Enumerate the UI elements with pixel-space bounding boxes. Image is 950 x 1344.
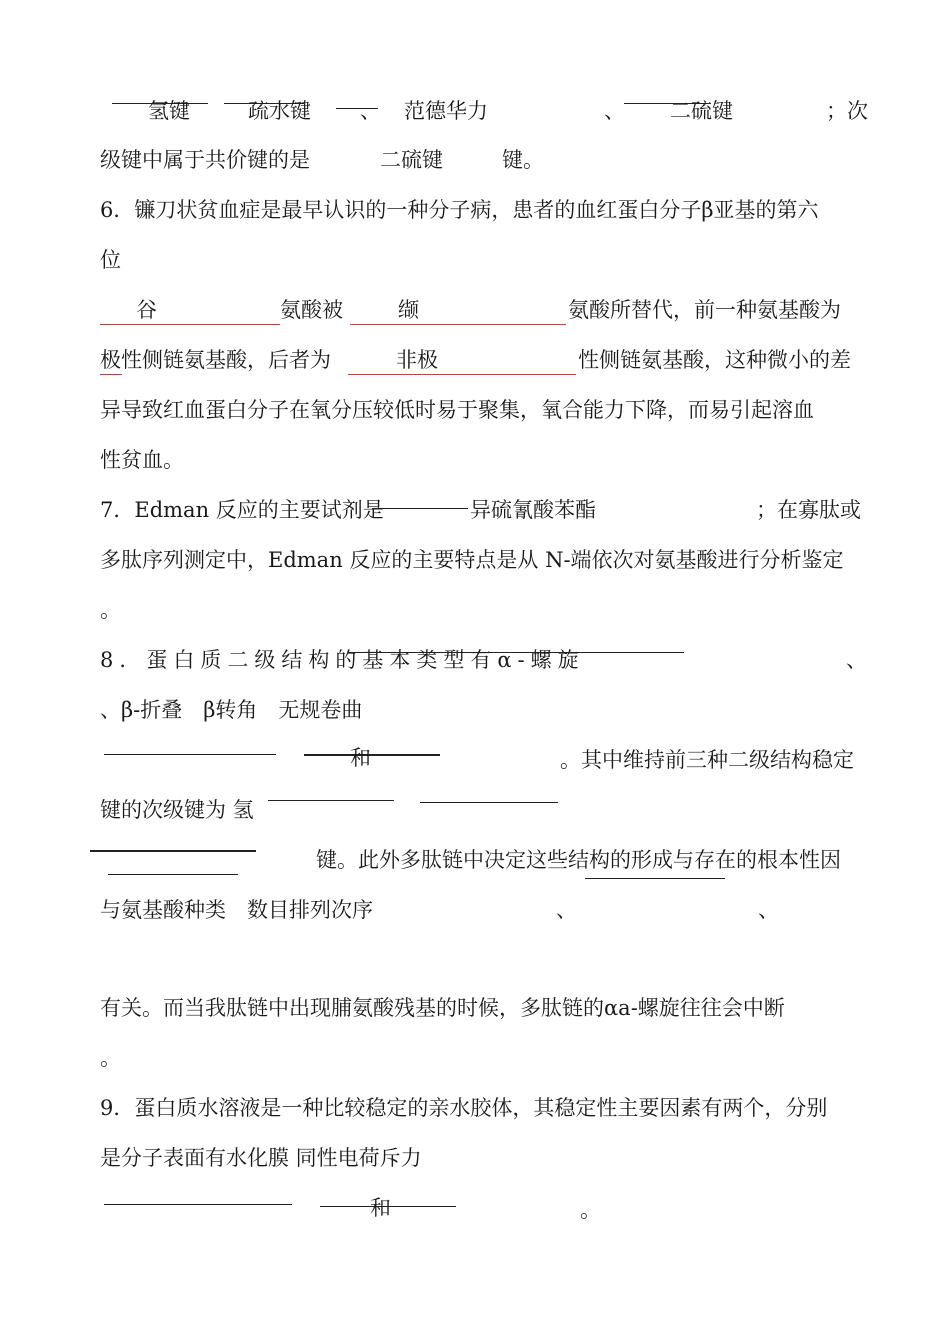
text: 和: [370, 1196, 391, 1220]
text: 。: [100, 598, 121, 622]
question-6: 6．镰刀状贫血症是最早认识的一种分子病，患者的血红蛋白分子β亚基的第六: [100, 198, 819, 222]
blank-line: [100, 324, 280, 325]
text: 位: [100, 248, 121, 272]
text: ；次: [826, 99, 868, 123]
blank-line: [372, 508, 468, 509]
text: 多肽序列测定中，Edman 反应的主要特点是从 N-端依次对氨基酸进行分析鉴定: [100, 548, 844, 572]
blank-line: [348, 374, 576, 375]
answer-text: 疏水键: [248, 99, 311, 123]
text: 和: [350, 746, 371, 770]
question-7: 7．Edman 反应的主要试剂是: [100, 498, 384, 522]
answer-text: 谷: [136, 298, 157, 322]
answer-text: 缬: [398, 298, 419, 322]
blank-line: [108, 874, 238, 875]
text: 键。此外多肽链中决定这些结构的形成与存在的根本性因: [316, 848, 841, 872]
separator: 、: [360, 99, 381, 123]
answer-text: 氢键: [148, 99, 190, 123]
text: 性贫血。: [100, 448, 184, 472]
text: 与氨基酸种类 数目排列次序: [100, 898, 373, 922]
blank-line: [585, 878, 725, 879]
blank-line: [104, 754, 276, 755]
text: 级键中属于共价键的是: [100, 148, 310, 172]
answer-text: 二硫键: [380, 148, 443, 172]
text: 。: [580, 1198, 601, 1222]
text: 氨酸所替代，前一种氨基酸为: [568, 298, 841, 322]
answer-text: 二硫键: [670, 99, 733, 123]
text: 有关。而当我肽链中出现脯氨酸残基的时候，多肽链的αa-螺旋往往会中断: [100, 996, 785, 1020]
text: 是分子表面有水化膜 同性电荷斥力: [100, 1146, 422, 1170]
blank-line: [350, 324, 566, 325]
blank-line: [104, 1204, 292, 1205]
text: 极性侧链氨基酸，后者为: [100, 348, 331, 372]
question-9: 9．蛋白质水溶液是一种比较稳定的亲水胶体，其稳定性主要因素有两个，分别: [100, 1096, 828, 1120]
text: 异导致红血蛋白分子在氧分压较低时易于聚集，氧合能力下降，而易引起溶血: [100, 398, 814, 422]
text: 键的次级键为 氢: [100, 798, 254, 822]
blank-line: [90, 850, 256, 852]
separator: 、: [846, 648, 867, 672]
text: 。其中维持前三种二级结构稳定: [560, 748, 854, 772]
blank-line: [268, 800, 394, 801]
blank-line: [304, 754, 440, 756]
text: ；在寡肽或: [756, 498, 861, 522]
text: 、β-折叠 β转角 无规卷曲: [100, 698, 363, 722]
blank-line: [100, 374, 122, 375]
answer-text: 范德华力: [404, 99, 488, 123]
text: 键。: [502, 148, 544, 172]
blank-line: [420, 802, 558, 803]
separator: 、: [556, 898, 577, 922]
text: 性侧链氨基酸，这种微小的差: [578, 348, 851, 372]
separator: 、: [758, 898, 779, 922]
answer-text: 非极: [396, 348, 438, 372]
answer-text: 异硫氰酸苯酯: [470, 498, 596, 522]
blank-line: [348, 652, 684, 653]
question-8: 8．蛋白质二级结构的基本类型有α-螺旋: [100, 648, 585, 672]
separator: 、: [604, 99, 625, 123]
text: 。: [100, 1046, 121, 1070]
text: 氨酸被: [280, 298, 343, 322]
